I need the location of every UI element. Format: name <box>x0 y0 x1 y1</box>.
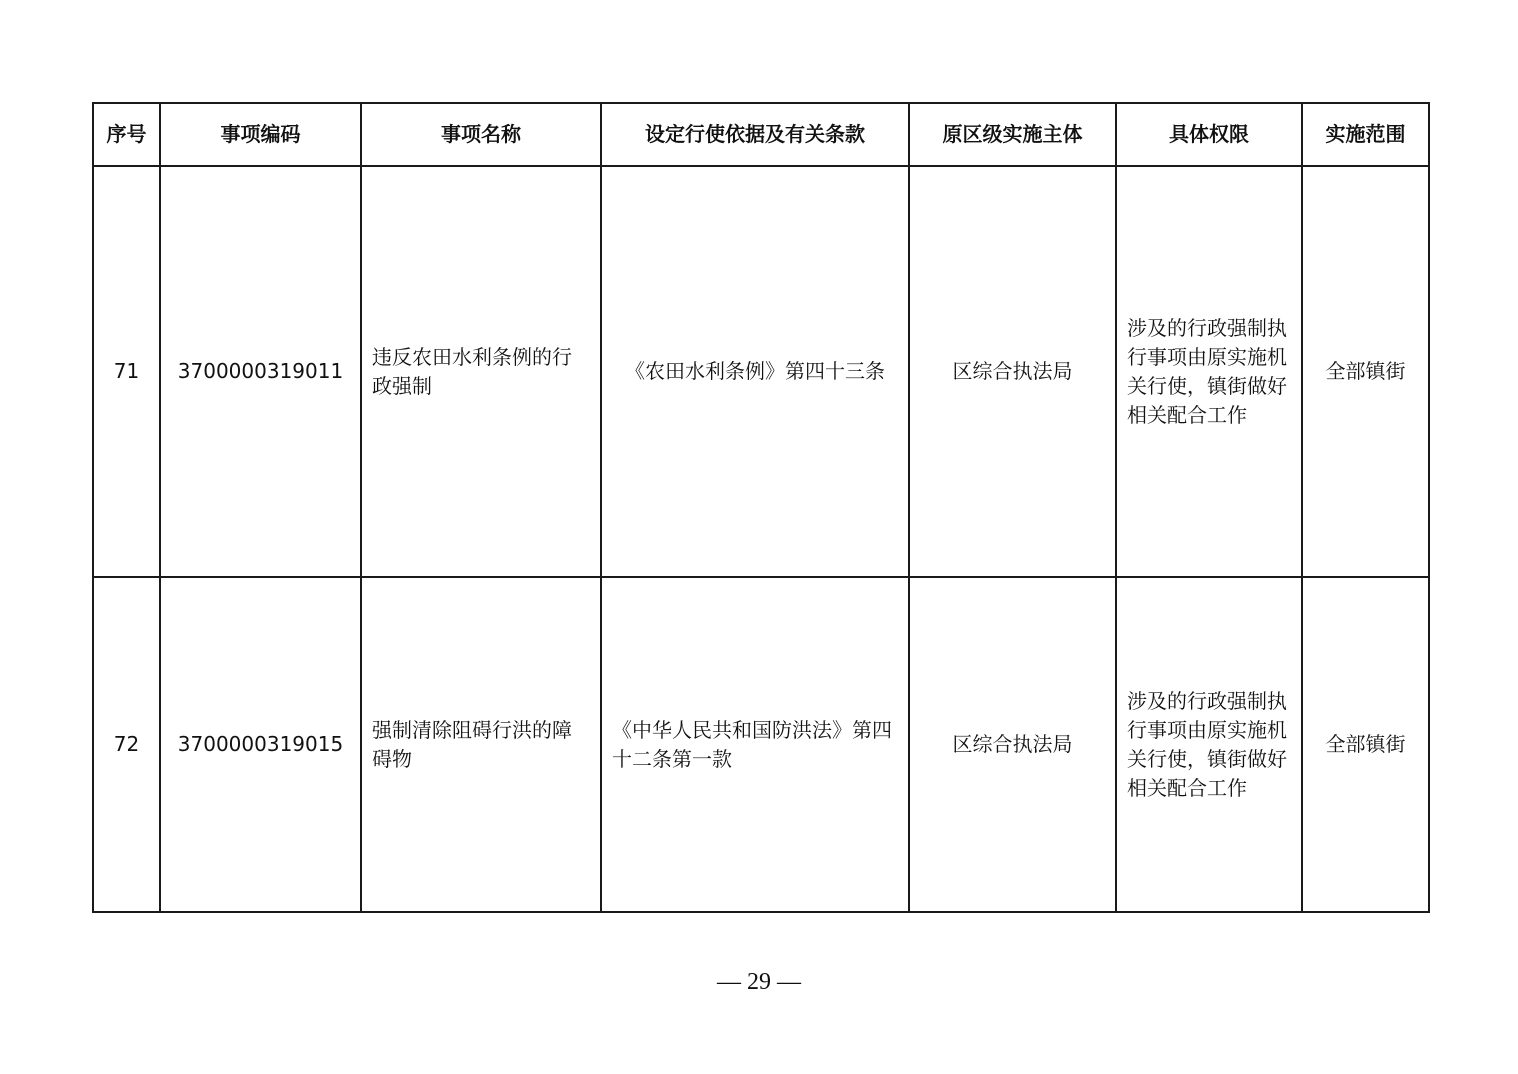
cell-no: 71 <box>93 166 160 577</box>
cell-name: 强制清除阻碍行洪的障碍物 <box>361 577 601 912</box>
cell-subject: 区综合执法局 <box>909 166 1116 577</box>
header-scope: 实施范围 <box>1302 103 1429 166</box>
cell-basis: 《农田水利条例》第四十三条 <box>601 166 909 577</box>
cell-code: 3700000319011 <box>160 166 361 577</box>
table-header-row <box>93 103 1429 166</box>
cell-scope: 全部镇街 <box>1302 577 1429 912</box>
header-no: 序号 <box>93 103 160 166</box>
table-row <box>93 166 1429 577</box>
items-table <box>92 102 1430 913</box>
cell-no: 72 <box>93 577 160 912</box>
cell-authority: 涉及的行政强制执行事项由原实施机关行使，镇街做好相关配合工作 <box>1116 166 1302 577</box>
cell-code: 3700000319015 <box>160 577 361 912</box>
header-code: 事项编码 <box>160 103 361 166</box>
header-basis: 设定行使依据及有关条款 <box>601 103 909 166</box>
cell-basis: 《中华人民共和国防洪法》第四十二条第一款 <box>601 577 909 912</box>
cell-scope: 全部镇街 <box>1302 166 1429 577</box>
header-authority: 具体权限 <box>1116 103 1302 166</box>
cell-subject: 区综合执法局 <box>909 577 1116 912</box>
page-number: — 29 — <box>717 969 801 995</box>
header-subject: 原区级实施主体 <box>909 103 1116 166</box>
table-row <box>93 577 1429 912</box>
cell-authority: 涉及的行政强制执行事项由原实施机关行使，镇街做好相关配合工作 <box>1116 577 1302 912</box>
header-name: 事项名称 <box>361 103 601 166</box>
cell-name: 违反农田水利条例的行政强制 <box>361 166 601 577</box>
